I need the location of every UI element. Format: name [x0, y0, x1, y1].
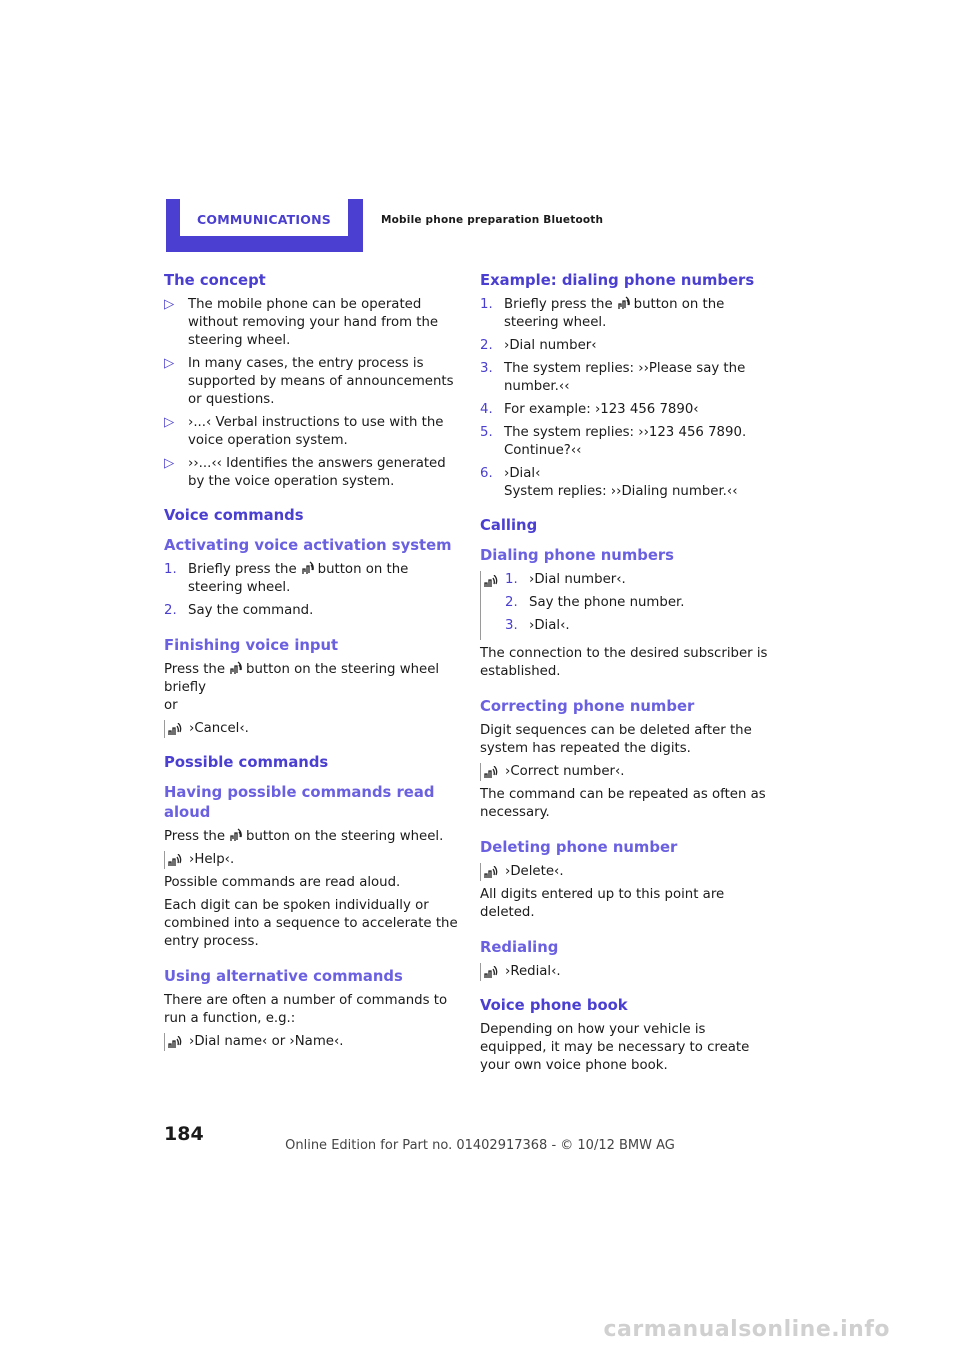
finishing-heading: Finishing voice input — [164, 637, 339, 654]
voice-command-icon — [168, 854, 182, 867]
example-step: 1. Briefly press the button on the steering wheel. — [480, 297, 725, 330]
bullet-marker: ▷ — [164, 297, 175, 312]
correcting-p1: Digit sequences can be deleted after the system has repeated the digits. — [480, 723, 752, 756]
dialing-heading: Dialing phone numbers — [480, 547, 674, 564]
deleting-heading: Deleting phone number — [480, 839, 678, 856]
readaloud-p2: Each digit can be spoken individually or combined into a sequence to accelerate the entry process. — [164, 898, 458, 949]
concept-item: ▷ In many cases, the entry process is supported by means of announcements or questions. — [164, 356, 454, 407]
voice-command-icon — [484, 575, 498, 588]
finishing-text: Press the button on the steering wheel briefly or — [164, 662, 440, 713]
concept-item: ▷ The mobile phone can be operated without removing your hand from the steering wheel. — [164, 297, 439, 348]
example-step: 5. The system replies: ››123 456 7890. Continue?‹‹ — [480, 425, 747, 458]
example-step: 2. ›Dial number‹ — [480, 338, 597, 353]
dialing-step: 3. ›Dial‹. — [505, 618, 570, 633]
concept-item: ▷ ›...‹ Verbal instructions to use with the voice operation system. — [164, 415, 444, 448]
readaloud-text: Press the button on the steering wheel. — [164, 829, 444, 844]
voice-command-icon — [484, 766, 498, 779]
voice-command: ›Delete‹. — [480, 863, 776, 881]
correcting-p2: The command can be repeated as often as necessary. — [480, 787, 766, 820]
watermark: carmanualsonline.info — [603, 1317, 890, 1342]
voice-command: ›Help‹. — [164, 851, 460, 869]
redialing-heading: Redialing — [480, 939, 559, 956]
dialing-text: The connection to the desired subscriber is established. — [480, 646, 768, 679]
voice-command-icon — [168, 723, 182, 736]
bullet-marker: ▷ — [164, 356, 175, 371]
voice-command: ›Redial‹. — [480, 963, 776, 981]
alternative-text: There are often a number of commands to run a function, e.g.: — [164, 993, 448, 1026]
concept-item: ▷ ››...‹‹ Identifies the answers generated by the voice operation system. — [164, 456, 446, 489]
activating-step: 1. Briefly press the button on the steering wheel. — [164, 562, 409, 595]
readaloud-p1: Possible commands are read aloud. — [164, 875, 401, 890]
dialing-steps — [480, 571, 776, 640]
talk-button-icon — [229, 828, 242, 842]
activating-heading: Activating voice activation system — [164, 537, 452, 554]
voice-commands-heading: Voice commands — [164, 507, 304, 524]
talk-button-icon — [617, 296, 630, 310]
page-number: 184 — [164, 1123, 204, 1145]
talk-button-icon — [229, 661, 242, 675]
deleting-text: All digits entered up to this point are deleted. — [480, 887, 725, 920]
talk-button-icon — [301, 561, 314, 575]
readaloud-heading: Having possible commands read aloud — [164, 784, 435, 821]
phonebook-text: Depending on how your vehicle is equipped, it may be necessary to create your own voice phone book. — [480, 1022, 750, 1073]
example-step: 4. For example: ›123 456 7890‹ — [480, 402, 699, 417]
bullet-marker: ▷ — [164, 415, 175, 430]
activating-step: 2. Say the command. — [164, 603, 314, 618]
concept-heading: The concept — [164, 272, 266, 289]
voice-command-icon — [168, 1036, 182, 1049]
section-title: Mobile phone preparation Bluetooth — [381, 214, 604, 226]
footer-edition: Online Edition for Part no. 01402917368 - © 10/12 BMW AG — [285, 1138, 675, 1153]
voice-command-icon — [484, 966, 498, 979]
left-column — [164, 271, 460, 1056]
example-heading: Example: dialing phone numbers — [480, 272, 755, 289]
correcting-heading: Correcting phone number — [480, 698, 695, 715]
voice-command: ›Correct number‹. — [480, 763, 776, 781]
chapter-tab-label: COMMUNICATIONS — [197, 212, 331, 227]
voice-command: ›Cancel‹. — [164, 720, 460, 738]
calling-heading: Calling — [480, 517, 538, 534]
dialing-step: 2. Say the phone number. — [505, 595, 685, 610]
example-step: 3. The system replies: ››Please say the number.‹‹ — [480, 361, 746, 394]
voice-command: ›Dial name‹ or ›Name‹. — [164, 1033, 460, 1051]
bullet-marker: ▷ — [164, 456, 175, 471]
possible-commands-heading: Possible commands — [164, 754, 329, 771]
phonebook-heading: Voice phone book — [480, 997, 628, 1014]
dialing-step: 1. ›Dial number‹. — [505, 572, 626, 587]
example-step: 6. ›Dial‹ System replies: ››Dialing number.‹‹ — [480, 466, 738, 499]
voice-command-icon — [484, 866, 498, 879]
alternative-heading: Using alternative commands — [164, 968, 403, 985]
right-column — [480, 271, 776, 1080]
